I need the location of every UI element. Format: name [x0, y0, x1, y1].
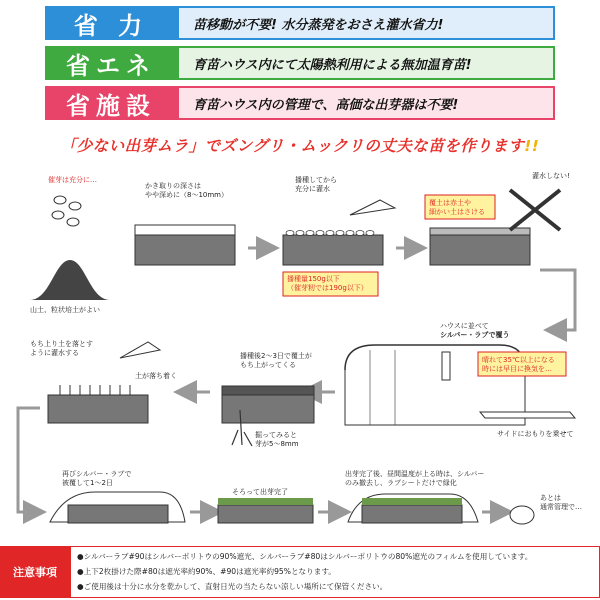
root-check-label: 掘ってみると芽が5～8mm	[255, 431, 299, 448]
headline-main: 「少ない出芽ムラ」でズングリ・ムックリの丈夫な苗を作ります	[60, 137, 525, 155]
step-recover	[50, 470, 185, 523]
banner-energy-saving	[45, 46, 555, 80]
step-greening	[345, 469, 484, 523]
caution-body	[70, 546, 600, 598]
step-emerged	[218, 487, 313, 523]
step-cover-soil	[425, 171, 570, 265]
emergence-label: 播種後2～3日で覆土がもち上がってくる	[240, 352, 312, 369]
step-soil-label: 山土、粒状培土がよい	[30, 306, 100, 314]
ventilation-note: 晴れて35℃以上になる時には早目に換気を…	[482, 356, 555, 373]
step-scrape-label	[145, 182, 228, 199]
banner-label: 省エネ	[45, 46, 177, 80]
banner-text: 育苗ハウス内にて太陽熱利用による無加温育苗!	[177, 46, 555, 80]
emerged-label: そろって出芽完了	[232, 488, 288, 496]
no-water-label: 灌水しない!	[532, 172, 570, 180]
flow-arrow	[18, 408, 40, 512]
step-emergence-check	[222, 351, 314, 448]
caution-item: ●シルバーラブ#90はシルバーポリトウの90%遮光、シルバーラブ#80はシルバーポリトウの80%遮光のフィルムを使用しています。	[77, 552, 533, 561]
caution-item: ●ご使用後は十分に水分を乾かして、直射日光の当たらない涼しい場所にて保管ください。	[77, 582, 388, 591]
step-scrape-line1: かき取りの深さは	[145, 182, 201, 190]
caution-item: ●上下2枚掛けた際#80は遮光率約90%、#90は遮光率約95%となります。	[77, 567, 336, 576]
normal-label: あとは通常管理で…	[540, 494, 582, 511]
cover-soil-label: 覆土は赤土や細かい土はさける	[429, 199, 485, 216]
headline-mark: !!	[524, 137, 540, 155]
soil-settle-label: 土が落ち着く	[135, 372, 177, 380]
step-greenhouse	[345, 321, 575, 438]
step-scrape-tray	[135, 182, 235, 265]
banner-labor-saving	[45, 6, 555, 40]
banner-text: 苗移動が不要! 水分蒸発をおさえ灌水省力!	[177, 6, 555, 40]
banner-text: 育苗ハウス内の管理で、高価な出芽器は不要!	[177, 86, 555, 120]
banner-label: 省施設	[45, 86, 177, 120]
greenhouse-label: ハウスに並べてシルバー・ラブで覆う	[440, 322, 510, 339]
caution-header: 注意事項	[0, 546, 70, 598]
side-weight-label: サイドにおもりを乗せて	[497, 430, 574, 438]
seeding-rate-label: 播種量150g以下（催芽籾では190g以下）	[287, 275, 368, 292]
banner-facility-saving	[45, 86, 555, 120]
step-seed-label: 催芽は充分に…	[48, 176, 97, 184]
greening-label: 出芽完了後、昼間温度が上る時は、シルバーのみ撤去し、ラブシートだけで緑化	[345, 470, 485, 487]
step-seed	[30, 175, 110, 314]
banner-label: 省 力	[45, 6, 177, 40]
step-normal	[510, 494, 582, 524]
step-sow-water	[283, 175, 395, 296]
step-scrape-line2: やや深めに（8～10mm）	[145, 191, 228, 199]
process-diagram	[0, 160, 600, 544]
recover-label: 再びシルバー・ラブで被覆して1～2日	[62, 470, 132, 487]
caution-box	[0, 546, 600, 598]
headline	[0, 134, 600, 156]
step-lifted-soil	[30, 339, 177, 423]
step-sow-label: 播種してから充分に灌水	[295, 176, 337, 193]
flow-arrow	[540, 270, 575, 330]
water-drop-label: もち上り土を落とすように灌水する	[30, 340, 93, 357]
